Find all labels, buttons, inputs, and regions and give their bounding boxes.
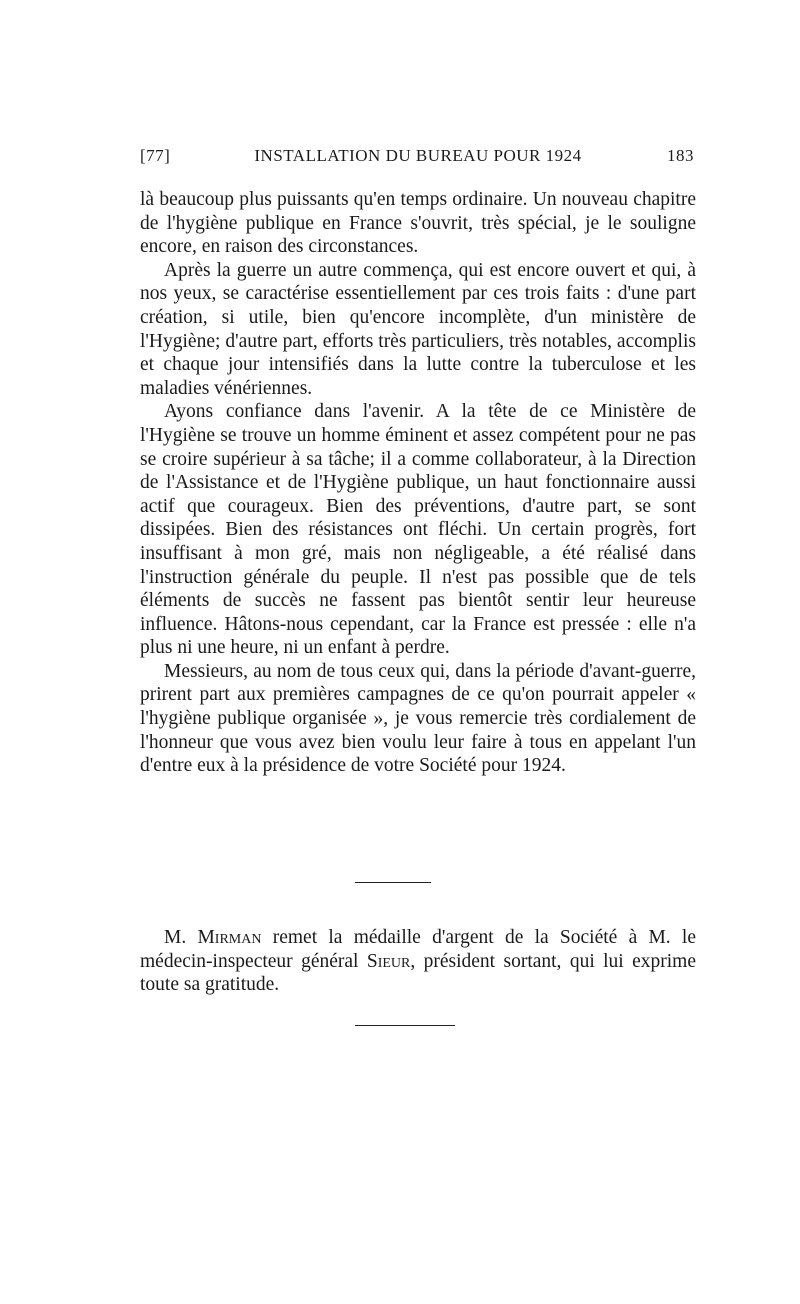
body-text [140, 188, 696, 778]
page-number: 183 [667, 146, 694, 165]
closing-text-end: , président sortant, qui lui exprime toute sa gratitude. [140, 950, 696, 996]
paragraph: Messieurs, au nom de tous ceux qui, dans la période d'avant-guerre, prirent part aux premières campagnes de ce qu'on pourrait appeler « l'hygiène publique organisée », je vous remercie très cordialement de l'honneur que vous avez bien voulu leur faire à tous en appelant l'un d'entre eux à la présidence de votre Société pour 1924. [140, 660, 696, 777]
closing-prefix: M. [164, 927, 198, 948]
section-divider [355, 882, 431, 883]
person-name: Sieur [366, 950, 411, 972]
running-head [140, 146, 696, 170]
closing-paragraph [140, 926, 696, 997]
running-title: INSTALLATION DU BUREAU POUR 1924 [254, 146, 582, 165]
paragraph-continuation: là beaucoup plus puissants qu'en temps ordinaire. Un nouveau chapitre de l'hygiène publique en France s'ouvrit, très spécial, je le souligne encore, en raison des circonstances. [140, 189, 696, 258]
page [140, 0, 696, 1304]
paragraph: Ayons confiance dans l'avenir. A la tête de ce Ministère de l'Hygiène se trouve un homme éminent et assez compétent pour ne pas se croire supérieur à sa tâche; il a comme collaborateur, à la Direction de l'Assistance et de l'Hygiène publique, un haut fonctionnaire aussi actif que courageux. Bien des préventions, d'autre part, se sont dissipées. Bien des résistances ont fléchi. Un certain progrès, fort insuffisant à mon gré, mais non négligeable, a été réalisé dans l'instruction générale du peuple. Il n'est pas possible que de tels éléments de succès ne fassent pas bientôt sentir leur heureuse influence. Hâtons-nous cependant, car la France est pressée : elle n'a plus ni une heure, ni un enfant à perdre. [140, 401, 696, 659]
person-name: Mirman [197, 927, 262, 948]
page-reference: [77] [140, 146, 171, 165]
closing-text: remet la médaille d'argent de la Société à M. le médecin-inspecteur général [140, 927, 697, 972]
end-divider [355, 1025, 455, 1026]
closing-note [140, 926, 696, 997]
paragraph: Après la guerre un autre commença, qui est encore ouvert et qui, à nos yeux, se caractérise essentiellement par ces trois faits : d'une part création, si utile, bien qu'encore incomplète, d'un ministère de l'Hygiène; d'autre part, efforts très particuliers, très notables, accomplis et chaque jour intensifiés dans la lutte contre la tuberculose et les maladies vénériennes. [140, 259, 696, 399]
